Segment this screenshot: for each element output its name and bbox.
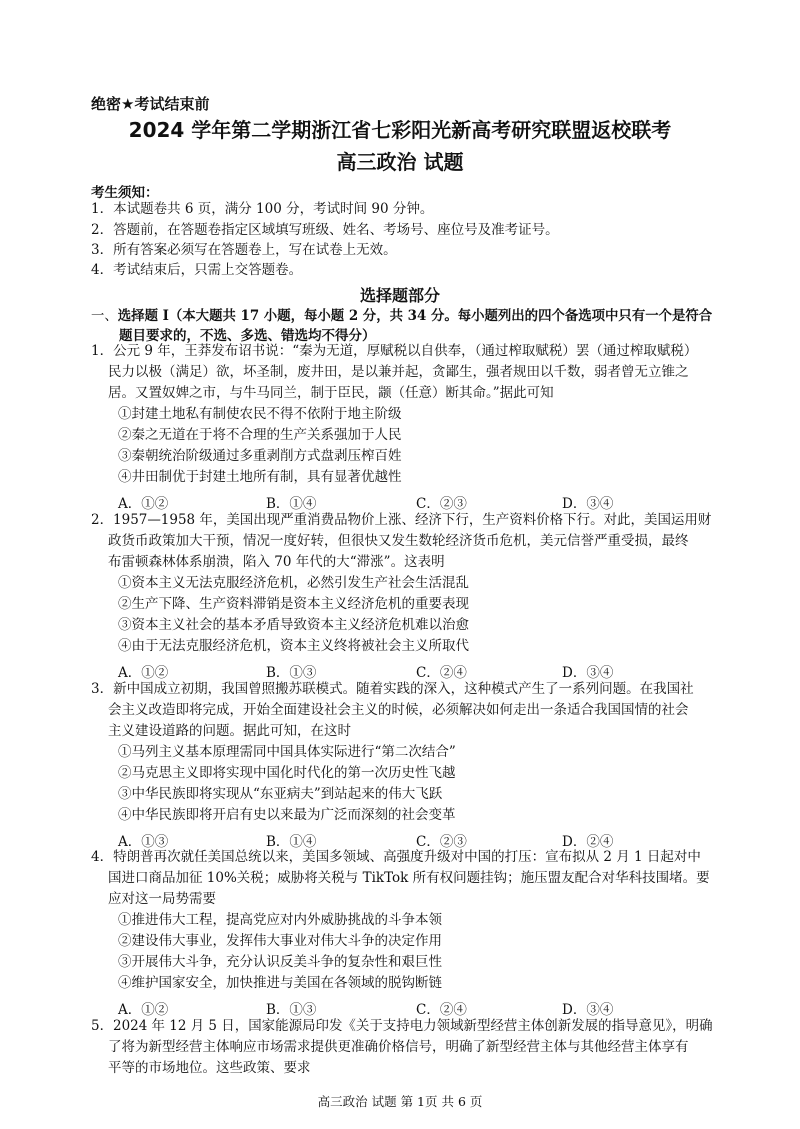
statement-item: ①封建土地私有制使农民不得不依附于地主阶级 bbox=[118, 406, 402, 422]
question-stem: 国进口商品加征 10%关税；威胁将关税与 TikTok 所有权问题挂钩；施压盟友配合对华科技围堵。要 bbox=[108, 870, 710, 886]
answer-option-c: C．②④ bbox=[416, 1002, 467, 1018]
question-stem: 平等的市场地位。这些政策、要求 bbox=[108, 1060, 311, 1076]
answer-option-b: B．①③ bbox=[266, 1002, 317, 1018]
statement-item: ①资本主义无法克服经济危机，必然引发生产社会生活混乱 bbox=[118, 575, 469, 591]
part-line1: 选择题 I（本大题共 17 小题，每小题 2 分，共 34 分。每小题列出的四个备选项中只有一个是符合 bbox=[117, 308, 713, 324]
statement-item: ①马列主义基本原理需同中国具体实际进行“第二次结合” bbox=[118, 744, 456, 760]
question-stem: 会主义改造即将完成，开始全面建设社会主义的时候，必须解决如何走出一条适合我国国情的社会 bbox=[108, 702, 689, 718]
notice-item: 2．答题前，在答题卷指定区域填写班级、姓名、考场号、座位号及准考证号。 bbox=[91, 222, 559, 238]
statement-item: ④井田制优于封建土地所有制，具有显著优越性 bbox=[118, 469, 402, 485]
answer-option-c: C．②③ bbox=[416, 496, 467, 512]
part-prefix: 一、 bbox=[91, 308, 118, 324]
statement-item: ②马克思主义即将实现中国化时代化的第一次历史性飞越 bbox=[118, 765, 456, 781]
question-stem: 应对这一局势需要 bbox=[108, 891, 216, 907]
statement-item: ④中华民族即将开启有史以来最为广泛而深刻的社会变革 bbox=[118, 807, 456, 823]
question-stem: 民力以极（满足）欲，坏圣制，废井田，是以兼并起，贪鄙生，强者规田以千数，弱者曾无立锥之 bbox=[108, 364, 689, 380]
exam-title: 2024 学年第二学期浙江省七彩阳光新高考研究联盟返校联考 bbox=[128, 118, 672, 142]
answer-option-a: A．①③ bbox=[118, 834, 169, 850]
question-stem: 2．1957—1958 年，美国出现严重消费品物价上涨、经济下行，生产资料价格下行。对此，美国运用财 bbox=[91, 512, 712, 528]
page-footer: 高三政治 试题 第 1页 共 6 页 bbox=[317, 1094, 483, 1109]
statement-item: ②生产下降、生产资料滞销是资本主义经济危机的重要表现 bbox=[118, 596, 469, 612]
statement-item: ②建设伟大事业，发挥伟大事业对伟大斗争的决定作用 bbox=[118, 933, 442, 949]
notice-heading: 考生须知： bbox=[91, 185, 159, 201]
answer-option-d: D．②④ bbox=[562, 834, 614, 850]
answer-option-d: D．③④ bbox=[562, 1002, 614, 1018]
answer-option-c: C．②④ bbox=[416, 665, 467, 681]
question-stem: 政货币政策加大干预，情况一度好转，但很快又发生数轮经济货币危机，美元信誉严重受损，最终 bbox=[108, 533, 689, 549]
notice-item: 1．本试题卷共 6 页，满分 100 分，考试时间 90 分钟。 bbox=[91, 201, 434, 217]
answer-option-a: A．①② bbox=[118, 665, 169, 681]
question-stem: 主义建设道路的问题。据此可知，在这时 bbox=[108, 723, 351, 739]
statement-item: ③秦朝统治阶级通过多重剥削方式盘剥压榨百姓 bbox=[118, 448, 402, 464]
question-stem: 1．公元 9 年，王莽发布诏书说：“秦为无道，厚赋税以自供奉，（通过榨取赋税）罢（通过榨取赋税） bbox=[91, 343, 698, 359]
part-instruction bbox=[91, 304, 712, 324]
question-stem: 居。又置奴婢之市，与牛马同兰，制于臣民，颛（任意）断其命。”据此可知 bbox=[108, 385, 554, 401]
question-stem: 3．新中国成立初期，我国曾照搬苏联模式。随着实践的深入，这种模式产生了一系列问题。在我国社 bbox=[91, 681, 694, 697]
answer-option-b: B．①③ bbox=[266, 665, 317, 681]
statement-item: ④由于无法克服经济危机，资本主义终将被社会主义所取代 bbox=[118, 638, 469, 654]
section-title: 选择题部分 bbox=[359, 286, 440, 305]
part-instruction-cont bbox=[119, 324, 376, 344]
answer-option-b: B．①④ bbox=[266, 496, 317, 512]
question-stem: 布雷顿森林体系崩溃，陷入 70 年代的大“滞涨”。这表明 bbox=[108, 554, 445, 570]
statement-item: ①推进伟大工程，提高党应对内外威胁挑战的斗争本领 bbox=[118, 912, 442, 928]
answer-option-d: D．③④ bbox=[562, 496, 614, 512]
answer-option-a: A．①② bbox=[118, 496, 169, 512]
notice-item: 4．考试结束后，只需上交答题卷。 bbox=[91, 262, 303, 278]
confidential-label: 绝密★考试结束前 bbox=[91, 95, 210, 113]
question-stem: 5．2024 年 12 月 5 日，国家能源局印发《关于支持电力领域新型经营主体创新发展的指导意见》，明确 bbox=[91, 1018, 713, 1034]
question-stem: 了将为新型经营主体响应市场需求提供更准确价格信号，明确了新型经营主体与其他经营主体享有 bbox=[108, 1039, 689, 1055]
notice-item: 3．所有答案必须写在答题卷上，写在试卷上无效。 bbox=[91, 242, 397, 258]
part-line2: 题目要求的，不选、多选、错选均不得分） bbox=[119, 328, 376, 344]
answer-option-d: D．③④ bbox=[562, 665, 614, 681]
statement-item: ②秦之无道在于将不合理的生产关系强加于人民 bbox=[118, 427, 402, 443]
statement-item: ③资本主义社会的基本矛盾导致资本主义经济危机难以治愈 bbox=[118, 617, 469, 633]
statement-item: ③中华民族即将实现从“东亚病夫”到站起来的伟大飞跃 bbox=[118, 786, 443, 802]
question-stem: 4．特朗普再次就任美国总统以来，美国多领域、高强度升级对中国的打压：宣布拟从 2 月 1 日起对中 bbox=[91, 849, 701, 865]
statement-item: ④维护国家安全，加快推进与美国在各领域的脱钩断链 bbox=[118, 975, 442, 991]
answer-option-c: C．②③ bbox=[416, 834, 467, 850]
answer-option-a: A．①② bbox=[118, 1002, 169, 1018]
answer-option-b: B．①④ bbox=[266, 834, 317, 850]
exam-subtitle: 高三政治 试题 bbox=[336, 150, 464, 174]
statement-item: ③开展伟大斗争，充分认识反美斗争的复杂性和艰巨性 bbox=[118, 954, 442, 970]
